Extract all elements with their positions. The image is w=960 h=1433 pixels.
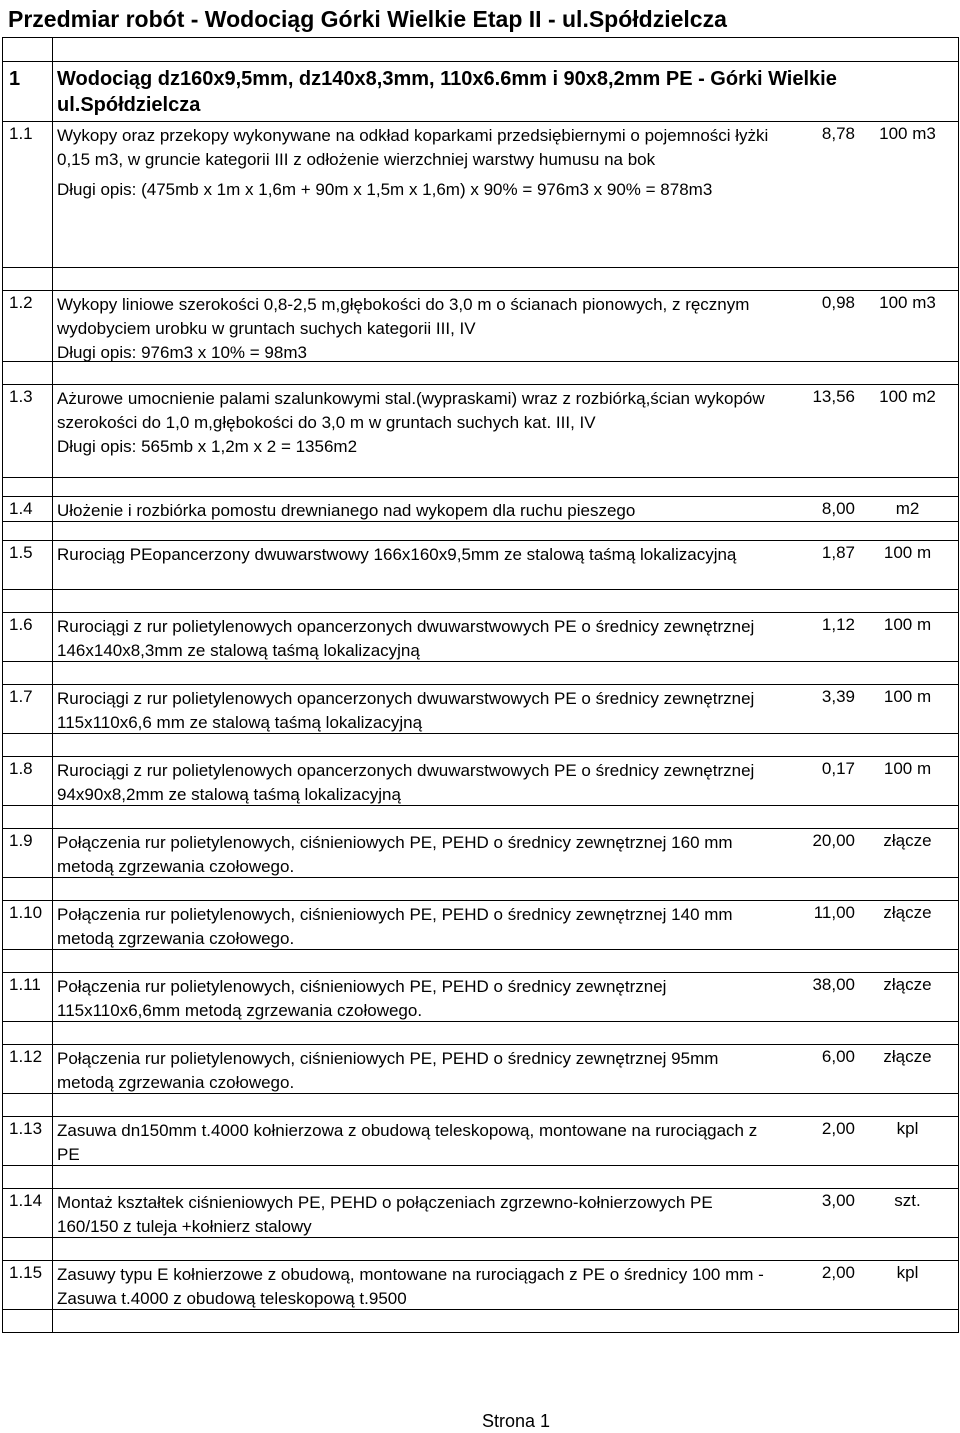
item-number: 1.12	[3, 1045, 53, 1095]
item-quantity: 3,39	[821, 687, 855, 706]
item-number: 1.14	[3, 1189, 53, 1239]
table-row	[3, 973, 958, 1021]
spacer-row	[3, 267, 958, 291]
spacer-row	[3, 1021, 958, 1045]
section-title: Wodociąg dz160x9,5mm, dz140x8,3mm, 110x6.6mm i 90x8,2mm PE - Górki Wielkie ul.Spółdzielcza	[57, 68, 837, 116]
spacer-row	[3, 1165, 958, 1189]
table-row	[3, 901, 958, 949]
table-row	[3, 1189, 958, 1237]
item-long-description: Długi opis: 976m3 x 10% = 98m3	[57, 343, 307, 362]
item-description	[53, 1117, 775, 1167]
item-description-text: Rurociągi z rur polietylenowych opancerzonych dwuwarstwowych PE o średnicy zewnętrznej 94x90x8,2mm ze stalową taśmą lokalizacyjną	[57, 761, 755, 804]
item-quantity: 0,98	[821, 293, 855, 312]
item-description-text: Połączenia rur polietylenowych, ciśnieniowych PE, PEHD o średnicy zewnętrznej 140 mm metodą zgrzewania czołowego.	[57, 905, 733, 948]
item-number: 1.5	[3, 541, 53, 589]
item-description-text: Połączenia rur polietylenowych, ciśnieniowych PE, PEHD o średnicy zewnętrznej 115x110x6,6mm metodą zgrzewania czołowego.	[57, 977, 667, 1020]
item-unit: 100 m3	[879, 293, 936, 312]
item-unit: 100 m2	[879, 387, 936, 406]
item-quantity: 8,00	[821, 499, 855, 518]
table-row	[3, 757, 958, 805]
item-unit: złącze	[883, 975, 932, 994]
item-quantity: 2,00	[821, 1263, 855, 1282]
item-unit: złącze	[883, 831, 932, 850]
item-unit: szt.	[894, 1191, 921, 1210]
item-quantity: 2,00	[821, 1119, 855, 1138]
section-number: 1	[3, 62, 53, 121]
item-number: 1.10	[3, 901, 53, 951]
item-unit: 100 m3	[879, 124, 936, 143]
item-number: 1.15	[3, 1261, 53, 1311]
spacer-row	[3, 477, 958, 497]
spacer-row	[3, 589, 958, 613]
item-unit: m2	[895, 499, 920, 518]
item-number: 1.9	[3, 829, 53, 879]
item-description	[53, 1189, 775, 1239]
item-long-description: Długi opis: (475mb x 1m x 1,6m + 90m x 1,5m x 1,6m) x 90% = 976m3 x 90% = 878m3	[57, 180, 713, 199]
item-description	[53, 757, 775, 807]
item-unit: 100 m	[883, 687, 932, 706]
spacer-row	[3, 661, 958, 685]
item-number: 1.6	[3, 613, 53, 663]
item-quantity: 1,87	[821, 543, 855, 562]
item-quantity: 0,17	[821, 759, 855, 778]
item-description	[53, 901, 775, 951]
item-description-text: Zasuwy typu E kołnierzowe z obudową, montowane na rurociągach z PE o średnicy 100 mm - Zasuwa t.4000 z obudową teleskopową t.9500	[57, 1265, 764, 1308]
item-description-text: Rurociągi z rur polietylenowych opancerzonych dwuwarstwowych PE o średnicy zewnętrznej 146x140x8,3mm ze stalową taśmą lokalizacyjną	[57, 617, 755, 660]
spacer-row	[3, 1093, 958, 1117]
table-row	[3, 685, 958, 733]
item-description-text: Ułożenie i rozbiórka pomostu drewnianego nad wykopem dla ruchu pieszego	[57, 501, 636, 520]
table-row	[3, 541, 958, 589]
item-quantity: 1,12	[821, 615, 855, 634]
item-unit: złącze	[883, 903, 932, 922]
item-description	[53, 613, 775, 663]
item-description	[53, 291, 775, 365]
item-description-text: Montaż kształtek ciśnieniowych PE, PEHD o połączeniach zgrzewno-kołnierzowych PE 160/150 z tuleja +kołnierz stalowy	[57, 1193, 713, 1236]
item-number: 1.7	[3, 685, 53, 735]
item-description-text: Wykopy oraz przekopy wykonywane na odkład koparkami przedsiębiernymi o pojemności łyżki 0,15 m3, w gruncie kategorii III z odłożenie wierzchniej warstwy humusu na bok	[57, 126, 769, 169]
spacer-row	[3, 805, 958, 829]
table-row	[3, 385, 958, 477]
spacer-row	[3, 361, 958, 385]
table-row	[3, 829, 958, 877]
spacer-row	[3, 733, 958, 757]
item-quantity: 3,00	[821, 1191, 855, 1210]
item-number: 1.8	[3, 757, 53, 807]
item-unit: 100 m	[883, 759, 932, 778]
item-unit: kpl	[896, 1119, 919, 1138]
item-number: 1.3	[3, 385, 53, 477]
item-quantity: 38,00	[812, 975, 855, 994]
document-sheet	[2, 2, 959, 1333]
table-row	[3, 122, 958, 267]
cost-table	[2, 38, 959, 1333]
table-row	[3, 613, 958, 661]
item-description	[53, 385, 775, 477]
spacer-row	[3, 1309, 958, 1333]
item-number: 1.4	[3, 497, 53, 523]
item-description	[53, 1045, 775, 1095]
item-description-text: Połączenia rur polietylenowych, ciśnieniowych PE, PEHD o średnicy zewnętrznej 95mm metodą zgrzewania czołowego.	[57, 1049, 719, 1092]
section-row	[3, 62, 958, 122]
table-row	[3, 291, 958, 361]
spacer-row	[3, 1237, 958, 1261]
spacer-row	[3, 949, 958, 973]
page-title: Przedmiar robót - Wodociąg Górki Wielkie Etap II - ul.Spółdzielcza	[2, 2, 959, 38]
spacer-row	[3, 38, 958, 62]
item-long-description: Długi opis: 565mb x 1,2m x 2 = 1356m2	[57, 437, 358, 456]
item-quantity: 13,56	[812, 387, 855, 406]
item-description	[53, 497, 775, 523]
item-description	[53, 541, 775, 589]
table-row	[3, 497, 958, 521]
item-description	[53, 829, 775, 879]
item-description-text: Wykopy liniowe szerokości 0,8-2,5 m,głębokości do 3,0 m o ścianach pionowych, z ręcznym wydobyciem urobku w gruntach suchych kategorii III, IV	[57, 295, 750, 338]
item-quantity: 11,00	[813, 903, 855, 922]
table-row	[3, 1045, 958, 1093]
item-unit: 100 m	[883, 615, 932, 634]
item-description-text: Rurociąg PEopancerzony dwuwarstwowy 166x160x9,5mm ze stalową taśmą lokalizacyjną	[57, 545, 737, 564]
item-description-text: Połączenia rur polietylenowych, ciśnieniowych PE, PEHD o średnicy zewnętrznej 160 mm metodą zgrzewania czołowego.	[57, 833, 733, 876]
page-footer: Strona 1	[481, 1411, 551, 1431]
item-description-text: Ażurowe umocnienie palami szalunkowymi stal.(wypraskami) wraz z rozbiórką,ścian wykopów szerokości do 1,0 m,głębokości do 3,0 m w gruntach suchych kat. III, IV	[57, 389, 765, 432]
item-unit: 100 m	[883, 543, 932, 562]
item-quantity: 20,00	[812, 831, 855, 850]
item-quantity: 6,00	[821, 1047, 855, 1066]
item-number: 1.11	[3, 973, 53, 1023]
item-number: 1.13	[3, 1117, 53, 1167]
item-number: 1.1	[3, 122, 53, 267]
item-unit: złącze	[883, 1047, 932, 1066]
spacer-row	[3, 877, 958, 901]
item-unit: kpl	[896, 1263, 919, 1282]
item-number: 1.2	[3, 291, 53, 365]
item-quantity: 8,78	[821, 124, 855, 143]
item-description-text: Zasuwa dn150mm t.4000 kołnierzowa z obudową teleskopową, montowane na rurociągach z PE	[57, 1121, 758, 1164]
table-row	[3, 1117, 958, 1165]
item-description-text: Rurociągi z rur polietylenowych opancerzonych dwuwarstwowych PE o średnicy zewnętrznej 115x110x6,6 mm ze stalową taśmą lokalizacyjną	[57, 689, 755, 732]
item-description	[53, 685, 775, 735]
item-description	[53, 973, 775, 1023]
spacer-row	[3, 521, 958, 541]
item-description	[53, 1261, 775, 1311]
table-row	[3, 1261, 958, 1309]
item-description	[53, 122, 775, 267]
items-body	[3, 122, 958, 1333]
